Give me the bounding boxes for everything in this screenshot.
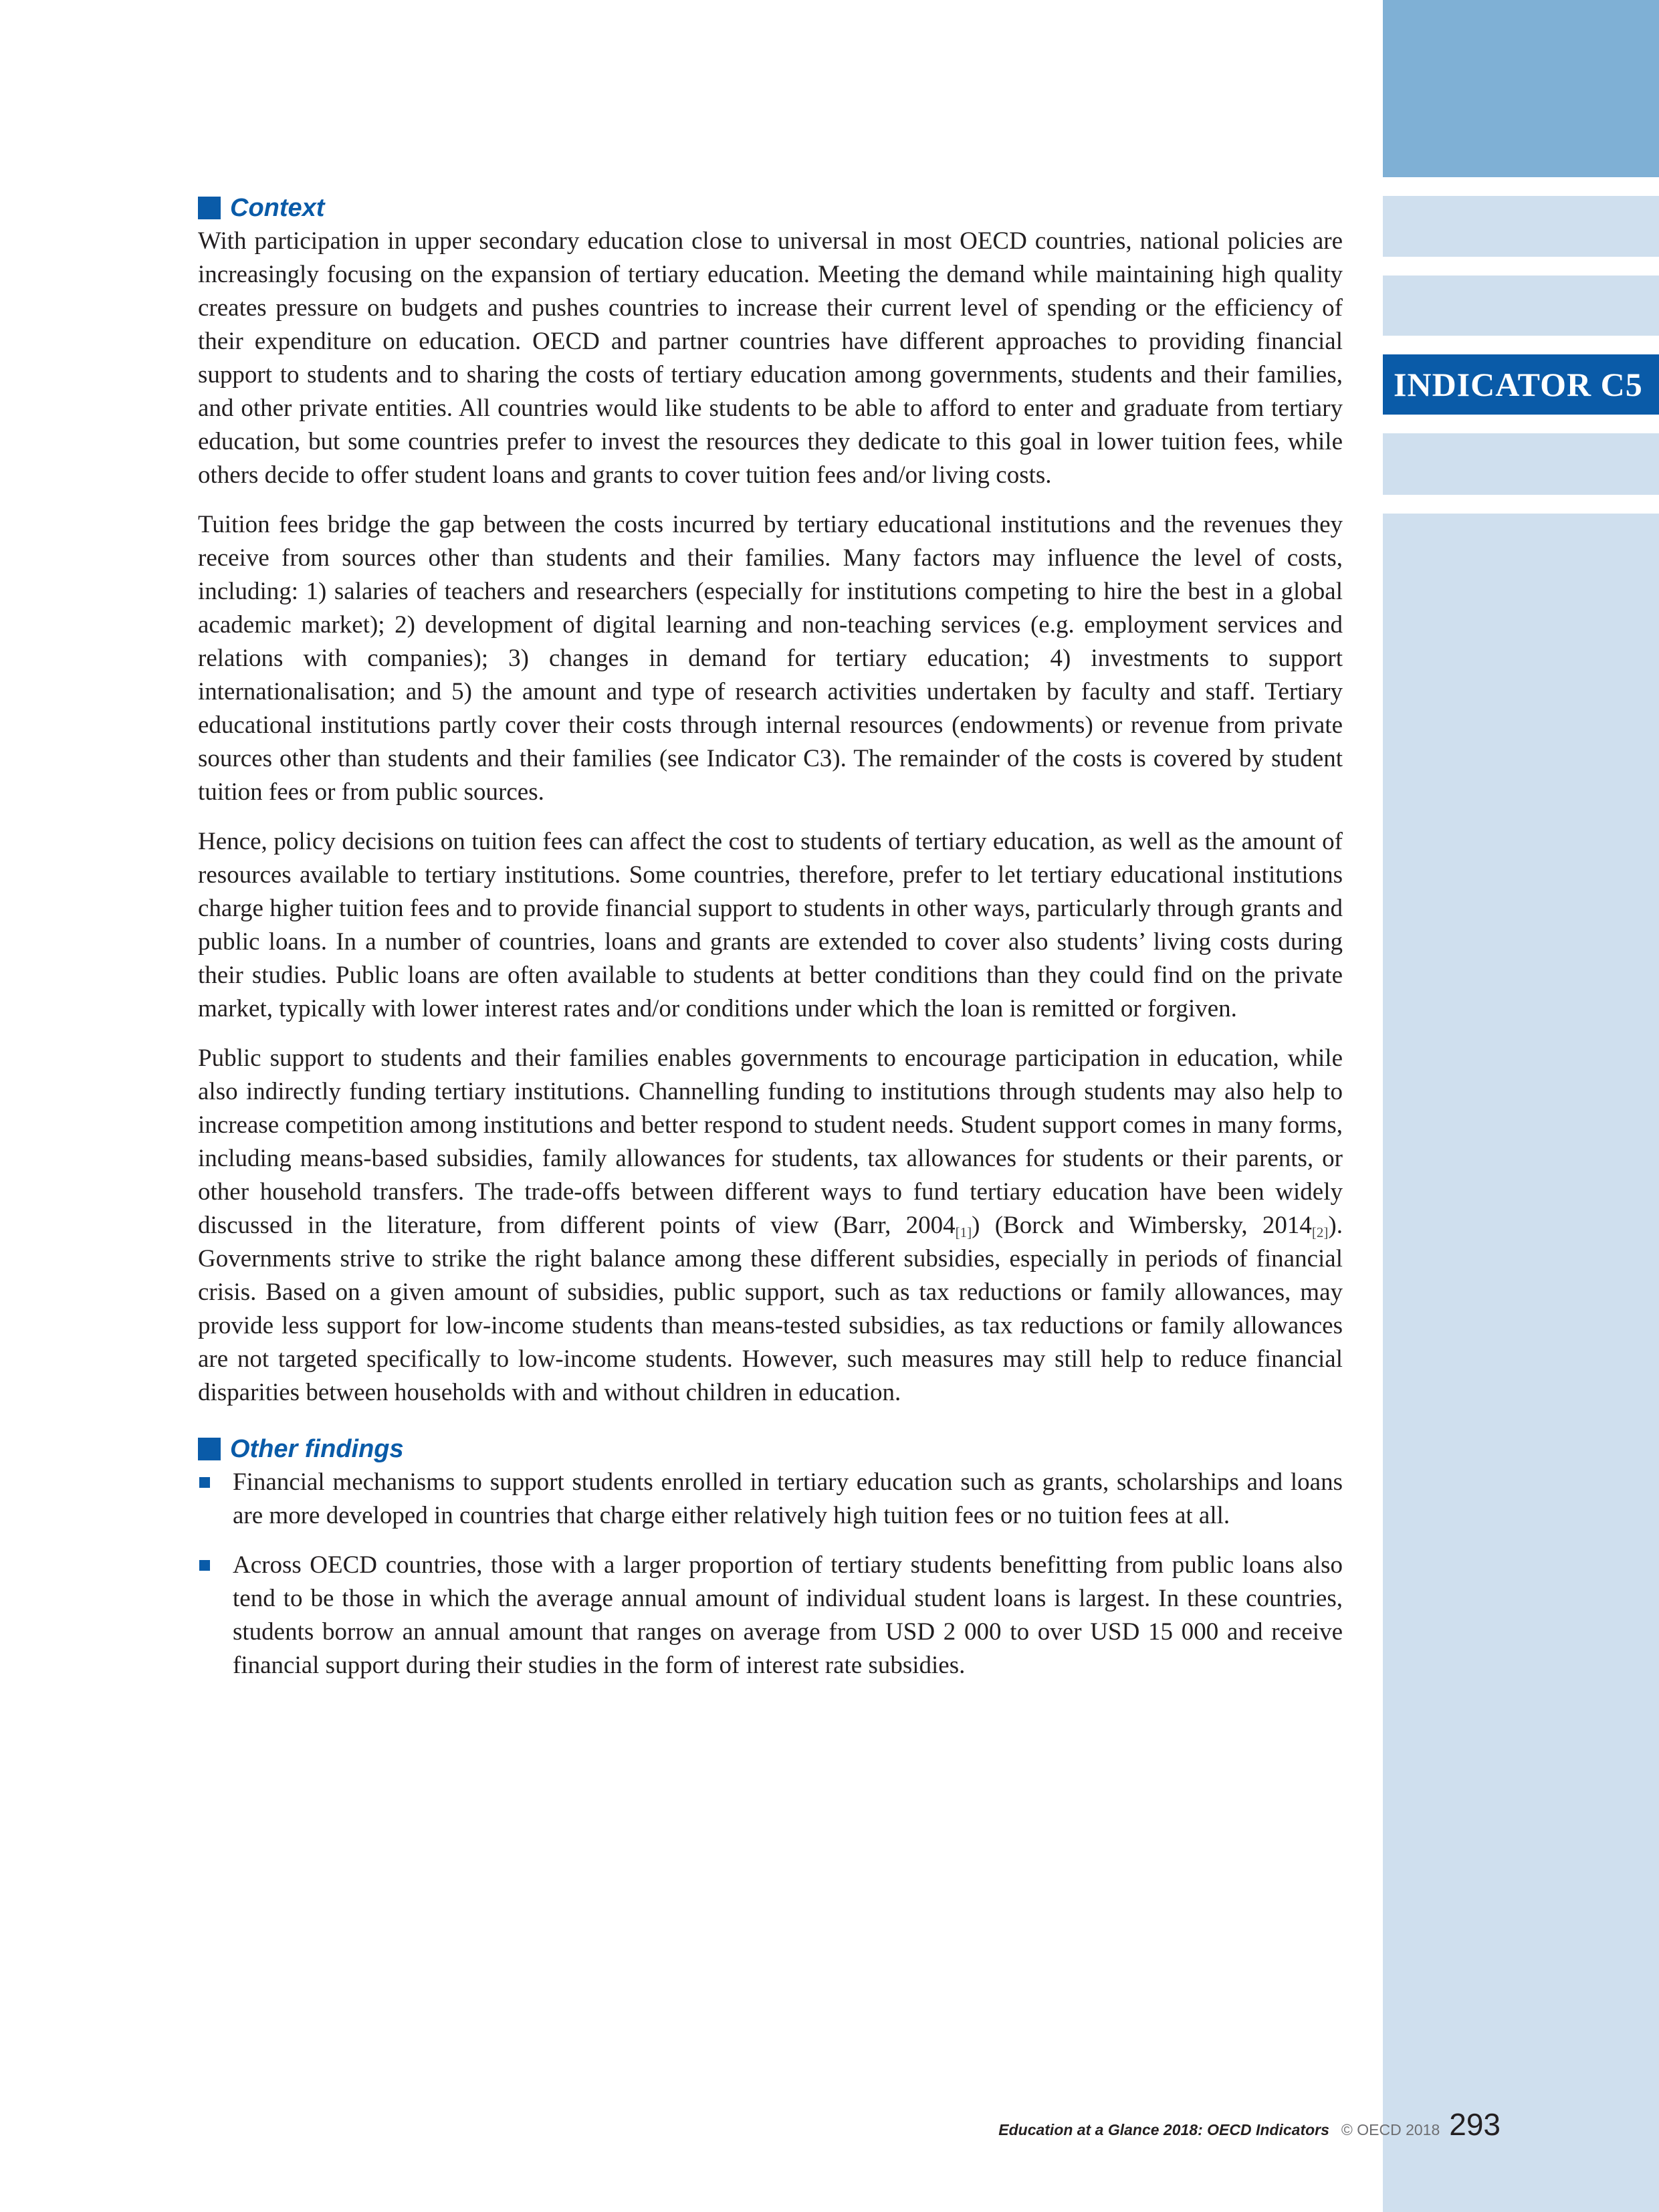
finding-item xyxy=(198,1466,1343,1533)
sidebar-divider xyxy=(1383,336,1659,354)
sidebar-top-block xyxy=(1383,0,1659,177)
p4-text-3: ). Governments strive to strike the right balance among these different subsidies, especially in periods of financial crisis. Based on a given amount of subsidies, public support, such as tax reductions or family allowances, may provide less support for low-income students than means-tested subsidies, as tax reductions or family allowances are not targeted specifically to low-income students. However, such measures may still help to reduce financial disparities between households with and without children in education. xyxy=(198,1212,1343,1406)
context-heading xyxy=(198,191,1343,225)
bullet-square-icon xyxy=(199,1477,210,1488)
finding-text: Financial mechanisms to support students enrolled in tertiary education such as grants, scholarships and loans are more developed in countries that charge either relatively high tuition fees or no tuition fees at all. xyxy=(233,1468,1343,1529)
heading-square-icon xyxy=(198,1438,221,1460)
findings-list xyxy=(198,1466,1343,1682)
indicator-label: INDICATOR C5 xyxy=(1394,366,1643,403)
sidebar-divider xyxy=(1383,415,1659,433)
copyright-notice: © OECD 2018 xyxy=(1341,2121,1440,2138)
other-findings-heading-text: Other findings xyxy=(230,1434,404,1463)
citation-ref-2[interactable]: [2] xyxy=(1311,1224,1329,1240)
sidebar xyxy=(1383,0,1659,2212)
citation-ref-1[interactable]: [1] xyxy=(955,1224,972,1240)
heading-square-icon xyxy=(198,197,221,219)
main-content xyxy=(198,191,1343,1698)
page-footer xyxy=(998,2106,1501,2146)
sidebar-divider xyxy=(1383,257,1659,275)
sidebar-divider xyxy=(1383,177,1659,196)
other-findings-heading xyxy=(198,1432,1343,1466)
finding-text: Across OECD countries, those with a larger proportion of tertiary students benefitting from public loans also tend to be those in which the average annual amount of individual student loans is largest. In these countries, students borrow an annual amount that ranges on average from USD 2 000 to over USD 15 000 and receive financial support during their studies in the form of interest rate subsidies. xyxy=(233,1551,1343,1679)
p4-text-1: Public support to students and their families enables governments to encourage participation in education, while also indirectly funding tertiary institutions. Channelling funding to institutions through students may also help to increase competition among institutions and better respond to student needs. Student support comes in many forms, including means-based subsidies, family allowances for students, tax allowances for students or their parents, or other household transfers. The trade-offs between different ways to fund tertiary education have been widely discussed in the literature, from different points of view (Barr, 2004 xyxy=(198,1044,1343,1239)
context-heading-text: Context xyxy=(230,193,325,222)
page-number: 293 xyxy=(1449,2107,1501,2142)
context-paragraph-1: With participation in upper secondary education close to universal in most OECD countries, national policies are increasingly focusing on the expansion of tertiary education. Meeting the demand while maintaining high quality creates pressure on budgets and pushes countries to increase their current level of spending or the efficiency of their expenditure on education. OECD and partner countries have different approaches to providing financial support to students and to sharing the costs of tertiary education among governments, students and their families, and other private entities. All countries would like students to be able to afford to enter and graduate from tertiary education, but some countries prefer to invest the resources they dedicate to this goal in lower tuition fees, while others decide to offer student loans and grants to cover tuition fees and/or living costs. xyxy=(198,227,1343,489)
context-paragraph-3: Hence, policy decisions on tuition fees can affect the cost to students of tertiary education, as well as the amount of resources available to tertiary institutions. Some countries, therefore, prefer to let tertiary educational institutions charge higher tuition fees and to provide financial support to students in other ways, particularly through grants and public loans. In a number of countries, loans and grants are extended to cover also students’ living costs during their studies. Public loans are often available to students at better conditions than they could find on the private market, typically with lower interest rates and/or conditions under which the loan is remitted or forgiven. xyxy=(198,828,1343,1022)
finding-item xyxy=(198,1549,1343,1682)
publication-title: Education at a Glance 2018: OECD Indicators xyxy=(998,2121,1329,2138)
bullet-square-icon xyxy=(199,1560,210,1571)
sidebar-divider xyxy=(1383,495,1659,514)
context-paragraph-2: Tuition fees bridge the gap between the costs incurred by tertiary educational institutions and the revenues they receive from sources other than students and their families. Many factors may influence the level of costs, including: 1) salaries of teachers and researchers (especially for institutions competing to hire the best in a global academic market); 2) development of digital learning and non-teaching services (e.g. employment services and relations with companies); 3) changes in demand for tertiary education; 4) investments to support internationalisation; and 5) the amount and type of research activities undertaken by faculty and staff. Tertiary educational institutions partly cover their costs through internal resources (endowments) or revenue from private sources other than students and their families (see Indicator C3). The remainder of the costs is covered by student tuition fees or from public sources. xyxy=(198,511,1343,806)
context-paragraph-4 xyxy=(198,1042,1343,1410)
p4-text-2: ) (Borck and Wimbersky, 2014 xyxy=(972,1212,1312,1239)
